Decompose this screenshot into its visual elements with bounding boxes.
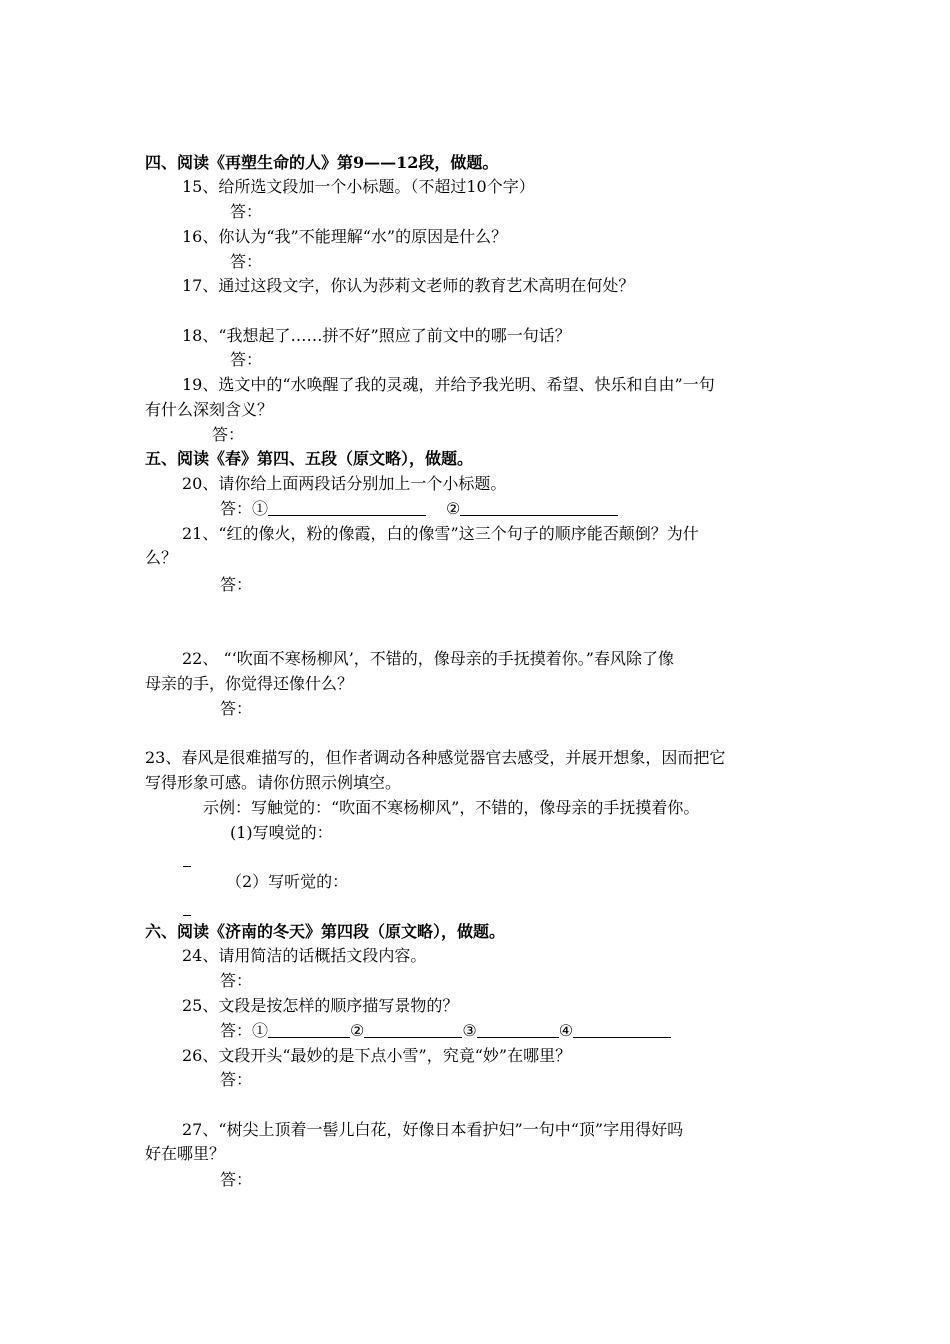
answer-blank-1[interactable] <box>268 499 426 516</box>
answer-label-21: 答： <box>220 575 253 594</box>
answer-line-23-2[interactable] <box>183 915 191 916</box>
blank-mark-2: ② <box>446 499 461 518</box>
question-23-item-1: (1)写嗅觉的： <box>230 823 333 842</box>
question-19-line-2: 有什么深刻含义？ <box>145 400 274 419</box>
question-19-line-1: 19、选文中的“水唤醒了我的灵魂，并给予我光明、希望、快乐和自由”一句 <box>182 375 715 394</box>
answer-blank-25-2[interactable] <box>364 1021 462 1038</box>
answer-label-16: 答： <box>230 252 263 271</box>
answer-label-15: 答： <box>230 202 263 221</box>
answer-label-25: 答： <box>220 1021 253 1040</box>
question-23-line-1: 23、春风是很难描写的，但作者调动各种感觉器官去感受，并展开想象，因而把它 <box>145 748 726 767</box>
question-22-line-1: 22、 “‘吹面不寒杨柳风’，不错的，像母亲的手抚摸着你。”春风除了像 <box>182 649 674 668</box>
question-23-line-2: 写得形象可感。请你仿照示例填空。 <box>145 773 402 792</box>
blank-mark-25-3: ③ <box>462 1021 477 1040</box>
blank-mark-25-4: ④ <box>558 1021 574 1040</box>
question-26: 26、文段开头“最妙的是下点小雪”，究竟“妙”在哪里？ <box>182 1046 572 1065</box>
question-24: 24、请用简洁的话概括文段内容。 <box>182 946 427 965</box>
question-18: 18、“我想起了……拼不好”照应了前文中的哪一句话？ <box>182 326 571 345</box>
question-21-line-2: 么？ <box>145 548 178 567</box>
answer-label-19: 答： <box>212 425 245 444</box>
answer-label-20: 答： <box>220 499 253 518</box>
answer-blank-25-1[interactable] <box>268 1021 350 1038</box>
question-27-line-1: 27、“树尖上顶着一髻儿白花，好像日本看护妇”一句中“顶”字用得好吗 <box>182 1120 684 1139</box>
answer-label-26: 答： <box>220 1070 253 1089</box>
answer-label-24: 答： <box>220 971 253 990</box>
section-heading-6: 六、阅读《济南的冬天》第四段（原文略），做题。 <box>145 922 506 941</box>
question-17: 17、通过这段文字，你认为莎莉文老师的教育艺术高明在何处？ <box>182 276 635 295</box>
answer-blank-25-4[interactable] <box>573 1021 671 1038</box>
answer-label-27: 答： <box>220 1170 253 1189</box>
blank-mark-1: ① <box>252 499 269 518</box>
answer-line-23-1[interactable] <box>183 866 191 867</box>
question-25: 25、文段是按怎样的顺序描写景物的？ <box>182 996 459 1015</box>
question-15: 15、给所选文段加一个小标题。（不超过10个字） <box>182 177 535 196</box>
answer-blank-25-3[interactable] <box>477 1021 559 1038</box>
question-21-line-1: 21、“红的像火，粉的像霞，白的像雪”这三个句子的顺序能否颠倒？为什 <box>182 524 699 543</box>
answer-row-20 <box>220 498 618 520</box>
question-23-item-2: （2）写听觉的： <box>226 872 349 891</box>
question-20: 20、请你给上面两段话分别加上一个小标题。 <box>182 474 507 493</box>
blank-mark-25-1: ① <box>252 1021 269 1040</box>
question-23-example: 示例：写触觉的：“吹面不寒杨柳风”，不错的，像母亲的手抚摸着你。 <box>203 798 700 817</box>
section-heading-4: 四、阅读《再塑生命的人》第9——12段，做题。 <box>145 153 499 172</box>
answer-label-18: 答： <box>230 350 263 369</box>
section-heading-5: 五、阅读《春》第四、五段（原文略），做题。 <box>145 449 474 468</box>
question-16: 16、你认为“我”不能理解“水”的原因是什么？ <box>182 227 508 246</box>
answer-label-22: 答： <box>220 699 253 718</box>
answer-row-25 <box>220 1020 671 1042</box>
answer-blank-2[interactable] <box>460 499 618 516</box>
blank-mark-25-2: ② <box>350 1021 365 1040</box>
question-27-line-2: 好在哪里？ <box>145 1144 226 1163</box>
question-22-line-2: 母亲的手，你觉得还像什么？ <box>145 674 354 693</box>
